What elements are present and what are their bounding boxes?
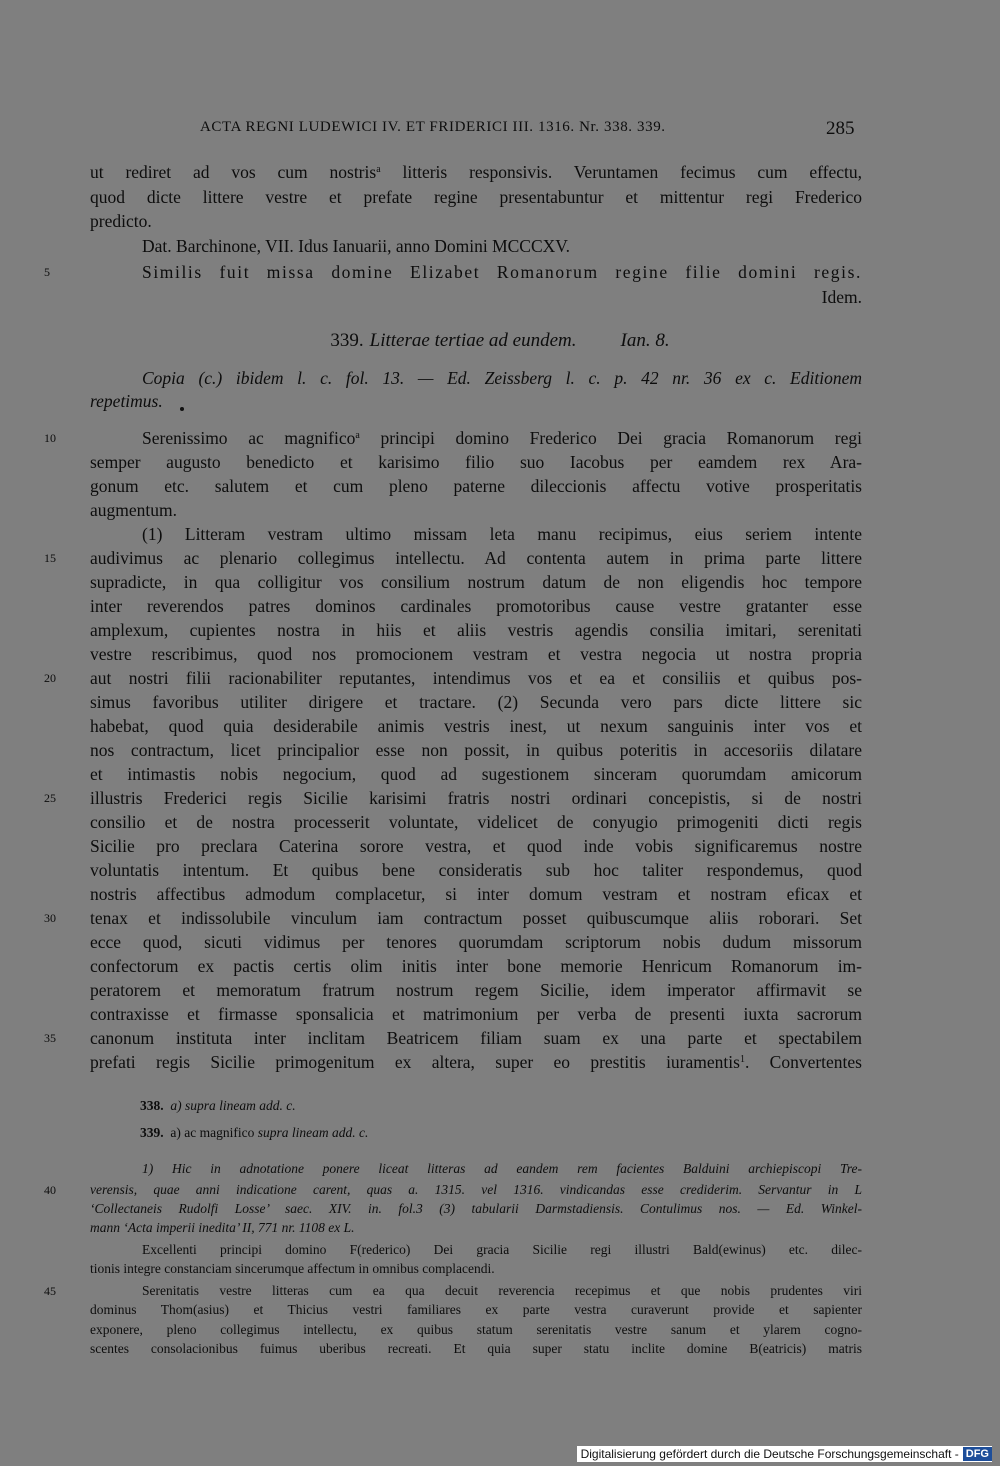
text-line: Similis fuit missa domine Elizabet Romanorum regine filie domini regis. xyxy=(142,262,862,282)
document-heading xyxy=(0,330,1000,352)
text-line: canonum instituta inter inclitam Beatricem filiam suam ex una parte et spectabilem xyxy=(90,1028,862,1048)
apparatus-note: 339. a) ac magnifico supra lineam add. c. xyxy=(140,1125,369,1140)
line-number: 25 xyxy=(44,791,56,805)
line-number: 30 xyxy=(44,911,56,925)
footnote-line: 1) Hic in adnotatione ponere liceat litteras ad eandem rem facientes Balduini archiepiscopi Tre- xyxy=(142,1161,862,1176)
text-line: Sicilie pro preclara Caterina sorore vestra, et quod inde vobis significaremus nostre xyxy=(90,836,862,856)
footnote-line: Excellenti principi domino F(rederico) Dei gracia Sicilie regi illustri Bald(ewinus) etc. dilec- xyxy=(142,1242,862,1257)
footnote-line: dominus Thom(asius) et Thicius vestri familiares ex parte vestra curaverunt provide et sapienter xyxy=(90,1302,862,1317)
text-line: habebat, quod quia desiderabile animis vestris inest, ut nexum sanguinis inter vos et xyxy=(90,716,862,736)
footnote-marker: a xyxy=(376,164,381,175)
text-line: supradicte, in qua colligitur vos consilium nostrum datum de non eligendis hoc tempore xyxy=(90,572,862,592)
text-line: tenax et indissolubile vinculum iam contractum posset quibuscumque aliis roborari. Set xyxy=(90,908,862,928)
text-line: ecce quod, sicuti vidimus per tenores quorumdam scriptorum nobis dudum missorum xyxy=(90,932,862,952)
text-line: Serenissimo ac magnifico$^a$ principi domino Frederico Dei gracia Romanorum regi xyxy=(142,428,862,448)
footnote-line: ‘Collectaneis Rudolfi Losse’ saec. XIV. in. fol.3 (3) tabularii Darmstadiensis. Contulimus nos. — Ed. Winkel- xyxy=(90,1201,862,1216)
source-note: Copia (c.) ibidem l. c. fol. 13. — Ed. Zeissberg l. c. p. 42 nr. 36 ex c. Editionem xyxy=(142,368,862,388)
text-line: Idem. xyxy=(821,287,862,307)
text-line: audivimus ac plenario collegimus intellectu. Ad contenta autem in prima parte littere xyxy=(90,548,862,568)
line-number: 45 xyxy=(44,1284,56,1298)
text-line: nos contractum, licet principalior esse non possit, in quibus poteritis in accesoriis dilatare xyxy=(90,740,862,760)
footnote-marker: a xyxy=(355,430,360,441)
line-number: 15 xyxy=(44,551,56,565)
text-line: voluntatis intentum. Et quibus bene consideratis sub hoc taliter respondemus, quod xyxy=(90,860,862,880)
text-line: augmentum. xyxy=(90,500,177,520)
document-number: 339. xyxy=(330,330,364,351)
text-line: illustris Frederici regis Sicilie karisimi fratris nostri ordinari concepistis, si de nostri xyxy=(90,788,862,808)
footnote-line: tionis integre constanciam sincerumque affectum in omnibus complacendi. xyxy=(90,1261,495,1276)
text-line: gonum etc. salutem et cum pleno paterne dileccionis affectu votive prosperitatis xyxy=(90,476,862,496)
document-date: Ian. 8. xyxy=(620,330,670,351)
text-line: peratorem et memoratum fratrum nostrum regem Sicilie, idem imperator affirmavit se xyxy=(90,980,862,1000)
footnote-line: mann ‘Acta imperii inedita’ II, 771 nr. 1108 ex L. xyxy=(90,1220,355,1235)
date-line: Dat. Barchinone, VII. Idus Ianuarii, anno Domini MCCCXV. xyxy=(142,236,571,256)
footnote-line: Serenitatis vestre litteras cum ea qua decuit reverencia recepimus et que nobis prudentes viri xyxy=(142,1283,862,1298)
digitization-credit xyxy=(577,1446,992,1462)
text-line: predicto. xyxy=(90,211,152,231)
text-line: vestre rescribimus, quod nos promocionem vestram et vestra negocia ut nostra propria xyxy=(90,644,862,664)
text-line: simus favoribus utiliter dirigere et tractare. (2) Secunda vero pars dicte littere sic xyxy=(90,692,862,712)
text-line: confectorum ex pactis certis olim initis inter bone memorie Henricum Romanorum im- xyxy=(90,956,862,976)
credit-text: Digitalisierung gefördert durch die Deutsche Forschungsgemeinschaft - xyxy=(580,1447,959,1461)
text-line: aut nostri filii racionabiliter reputantes, intendimus vos et ea et consiliis et quibus pos- xyxy=(90,668,862,688)
text-line: (1) Litteram vestram ultimo missam leta manu recipimus, eius seriem intente xyxy=(142,524,862,544)
line-number: 20 xyxy=(44,671,56,685)
apparatus-note: 338. a) supra lineam add. c. xyxy=(140,1098,296,1113)
line-number: 40 xyxy=(44,1183,56,1197)
text-line: nostris affectibus admodum complacetur, si inter domum vestram et nostram eficax et xyxy=(90,884,862,904)
dfg-logo: DFG xyxy=(963,1447,992,1461)
text-line: ut rediret ad vos cum nostris$^a$ litteris responsivis. Veruntamen fecimus cum effectu, xyxy=(90,162,862,182)
text-line: contraxisse et firmasse sponsalicia et matrimonium per verba de presenti iuxta sacrorum xyxy=(90,1004,862,1024)
text-line: et intimastis nobis negocium, quod ad sugestionem sinceram quorumdam amicorum xyxy=(90,764,862,784)
text-line: amplexum, cupientes nostra in hiis et aliis vestris agendis consilia imitari, serenitati xyxy=(90,620,862,640)
running-head: ACTA REGNI LUDEWICI IV. ET FRIDERICI III. 1316. Nr. 338. 339. xyxy=(200,119,666,135)
footnote-line: exponere, pleno collegimus intellectu, ex quibus statum serenitatis vestre sanum et ylarem cogno- xyxy=(90,1322,862,1337)
line-number: 35 xyxy=(44,1031,56,1045)
text-line: inter reverendos patres dominos cardinales promotoribus cause vestre gratanter esse xyxy=(90,596,862,616)
text-line: semper augusto benedicto et karisimo filio suo Iacobus per eamdem rex Ara- xyxy=(90,452,862,472)
text-line: prefati regis Sicilie primogenitum ex altera, super eo prestitis iuramentis$^1$. Convertentes xyxy=(90,1052,862,1072)
line-number: 5 xyxy=(44,265,50,279)
footnote-line: verensis, quae anni indicatione carent, quas a. 1315. vel 1316. vindicandas esse crediderim. Servantur in L xyxy=(90,1182,862,1197)
source-note: repetimus. xyxy=(90,391,163,411)
text-line: consilio et de nostra processerit voluntate, videlicet de conyugio primogeniti dicti regis xyxy=(90,812,862,832)
page-number: 285 xyxy=(826,118,855,139)
footnote-line: scentes consolacionibus fuimus uberibus recreati. Et quia super statu inclite domine B(eatricis) matris xyxy=(90,1341,862,1356)
line-number: 10 xyxy=(44,431,56,445)
document-title: Litterae tertiae ad eundem. xyxy=(369,330,577,351)
text-line: quod dicte littere vestre et prefate regine presentabuntur et mittentur regi Frederico xyxy=(90,187,862,207)
footnote-marker: 1 xyxy=(739,1054,745,1065)
ink-speck xyxy=(180,407,184,411)
